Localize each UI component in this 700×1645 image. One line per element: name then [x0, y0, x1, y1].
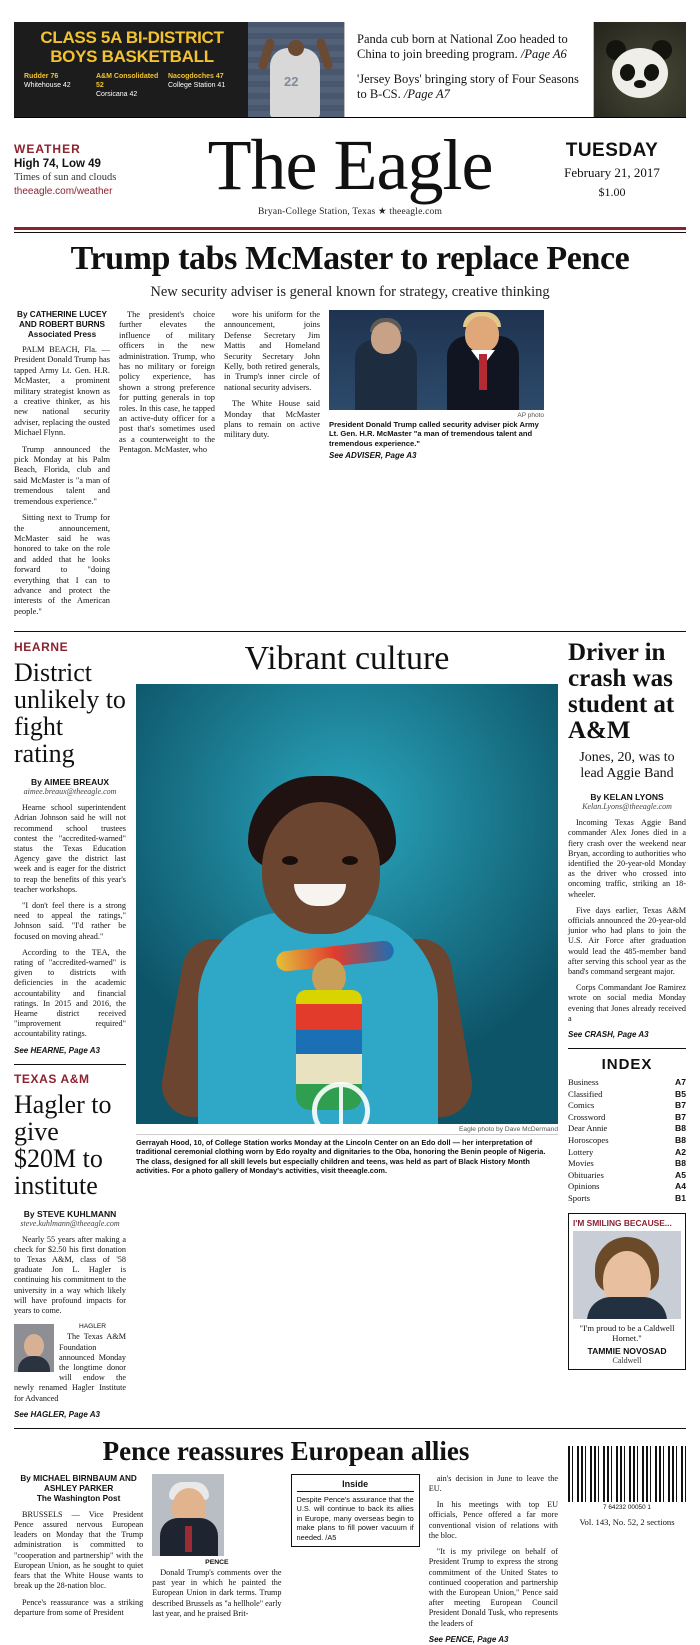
lead-jumpline[interactable]: See ADVISER, Page A3 [329, 451, 417, 461]
sports-promo-headline-1: CLASS 5A BI-DISTRICT [40, 28, 224, 47]
masthead-rule [14, 227, 686, 230]
panda-photo [594, 22, 686, 117]
hearne-headline[interactable]: District unlikely to fight rating [14, 658, 126, 769]
pence-column-3 [291, 1474, 420, 1645]
hagler-email[interactable]: steve.kuhlmann@theeagle.com [20, 1218, 120, 1228]
basketball-player-photo: 22 [248, 22, 344, 117]
pence-portrait-caption: PENCE [205, 1558, 229, 1566]
pence-jumpline[interactable]: See PENCE, Page A3 [428, 1634, 509, 1644]
crash-body: Incoming Texas Aggie Band commander Alex Jones died in a fiery crash over the weekend near Bryan, according to authorities who identified the 20-year-old Monday as the driver who crossed into oncoming traffic, striking an 18-wheeler. Five days earlier, Texas A&M officials announced the 20-year-old junior who had plans to join the U.S. Air Force after graduation would lead the 485-member band after serving this school year as the band's command sergeant major. Corps Commandant Joe Ramirez wrote on social media Monday evening that Jones already received a [568, 818, 686, 1023]
index-row[interactable]: Obituaries A5 [568, 1169, 686, 1180]
weather-description: Times of sun and clouds [14, 172, 117, 183]
masthead-location: Bryan-College Station, Texas ★ theeagle.com [257, 207, 443, 217]
pence-column-4: ain's decision in June to leave the EU. In his meetings with top EU officials, Pence offered a far more conventional vision of relations with the bloc. "It is my privilege on behalf of President Trump to express the strong commitment of the United States to continued cooperation and partnership with the European Union," Pence said after meeting European Council President Donald Tusk, who represents the leaders of See PENCE, Page A3 [428, 1473, 558, 1644]
score-item: A&M Consolidated 52 Corsicana 42 [96, 73, 159, 98]
hearne-jumpline[interactable]: See HEARNE, Page A3 [14, 1045, 100, 1055]
barcode-icon [568, 1446, 686, 1502]
smiling-name: TAMMIE NOVOSAD [587, 1345, 667, 1356]
promo-teaser-jersey-boys[interactable]: 'Jersey Boys' bringing story of Four Seasons to B-CS. /Page A7 [357, 72, 579, 101]
weather-label: WEATHER [14, 142, 81, 156]
lead-deck: New security adviser is general known for strategy, creative thinking [150, 284, 550, 300]
index-row[interactable]: Sports B1 [568, 1192, 686, 1203]
center-column [136, 640, 558, 1419]
top-promo-strip [14, 22, 686, 118]
weather-block[interactable] [14, 130, 162, 197]
masthead [14, 118, 686, 223]
crash-jumpline[interactable]: See CRASH, Page A3 [568, 1030, 649, 1040]
sports-promo[interactable] [14, 22, 344, 117]
right-column [568, 640, 686, 1419]
lead-byline: By CATHERINE LUCEY AND ROBERT BURNS [17, 310, 107, 329]
lead-column-1: By CATHERINE LUCEY AND ROBERT BURNS Associated Press PALM BEACH, Fla. — President Donald Trump has tapped Army Lt. Gen. H.R. McMaster, a prominent military strategist known as a creative thinker, as his new national security adviser, replacing the ousted Michael Flynn. Trump announced the pick Monday at his Palm Beach, Florida, club and said McMaster is "a man of tremendous talent and tremendous experience." Sitting next to Trump for the announcement, McMaster said he was honored to take on the role and added that he looks forward to "doing everything that I can to advance and protect the interests of the American people." [14, 310, 110, 616]
volume-info: Vol. 143, No. 52, 2 sections [579, 1516, 675, 1527]
score-item: Rudder 76 Whitehouse 42 [24, 73, 71, 89]
index-row[interactable]: Comics B7 [568, 1100, 686, 1111]
sports-promo-headline-2: BOYS BASKETBALL [50, 47, 214, 66]
hearne-email[interactable]: aimee.breaux@theeagle.com [23, 787, 117, 797]
hagler-jumpline[interactable]: See HAGLER, Page A3 [14, 1409, 100, 1419]
hagler-portrait [14, 1324, 54, 1372]
inside-text: Despite Pence's assurance that the U.S. will continue to back its allies in Europe, many overseas begin to make plans to fill power vacuum if needed. /A5 [296, 1495, 414, 1542]
lead-photo-block [329, 310, 544, 623]
index-row[interactable]: Business A7 [568, 1077, 686, 1088]
masthead-day: TUESDAY [565, 140, 659, 161]
lead-column-3: wore his uniform for the announcement, joins Defense Secretary Jim Mattis and Homeland Security Secretary John Kelly, both retired generals, in Trump's inner circle of national security advisers. The White House said Monday that McMaster plans to remain on active military duty. [224, 310, 320, 440]
culture-headline[interactable]: Vibrant culture [244, 640, 450, 678]
footer-barcode-block [568, 1446, 686, 1645]
lead-headline[interactable]: Trump tabs McMaster to replace Pence [70, 240, 630, 277]
smiling-because-box [568, 1213, 686, 1370]
hearne-byline: By AIMEE BREAUX [30, 777, 110, 788]
index-list [568, 1077, 686, 1205]
page-title: The Eagle [207, 125, 493, 205]
promo-teaser-panda[interactable]: Panda cub born at National Zoo headed to China to join breeding program. /Page A6 [357, 32, 568, 61]
mid-section [14, 631, 686, 1419]
masthead-price: $1.00 [598, 185, 626, 199]
hagler-body: Nearly 55 years after making a check for $2.50 his first donation to Texas A&M, class of '58 graduate Jon L. Hagler is continuing his commitment to the university in a way which likely will have profound impacts for years to come. HAGLER The Texas A&M Foundation announced Monday the longtime donor will endow the newly renamed Hagler Institute for Advanced [14, 1234, 126, 1403]
crash-byline: By KELAN LYONS [590, 792, 664, 803]
index-row[interactable]: Lottery A2 [568, 1146, 686, 1157]
lead-byline-org: Associated Press [27, 330, 97, 339]
bottom-section [14, 1428, 686, 1645]
hearne-body: Hearne school superintendent Adrian Johnson said he will not recommend school trustees contest the "accredited-warned" status the Texas Education Agency gave the district last week and is eager for the district to reap the benefits of this year's teacher workshops. "I don't feel there is a strong need to appeal the ratings," Johnson said. "I'd rather be focused on moving ahead." According to the TEA, the rating of "accredited-warned" is given to districts with deficiencies in the academic accountability and financial ratings. In 2015 and 2016, the Hearne district received "improvement required" accountability ratings. [14, 803, 126, 1039]
index-row[interactable]: Movies B8 [568, 1158, 686, 1169]
crash-headline[interactable]: Driver in crash was student at A&M [568, 639, 675, 745]
index-row[interactable]: Dear Annie B8 [568, 1123, 686, 1134]
crash-email[interactable]: Kelan.Lyons@theeagle.com [582, 802, 672, 812]
index-row[interactable]: Horoscopes B8 [568, 1134, 686, 1145]
smiling-portrait [573, 1231, 681, 1319]
index-row[interactable]: Opinions A4 [568, 1181, 686, 1192]
culture-photo-caption: Gerrayah Hood, 10, of College Station works Monday at the Lincoln Center on an Edo doll — her interpretation of traditional ceremonial clothing worn by Edo royalty and dignitaries to the Oba, honoring the Benin people of Nigeria. The class, designed for all skill levels but especially children and teens, was held as part of Black History Month activities. For a photo gallery of Monday's activities, visit theeagle.com. [136, 1134, 558, 1175]
weather-url[interactable]: theeagle.com/weather [14, 186, 113, 197]
hagler-byline: By STEVE KUHLMANN [23, 1208, 117, 1219]
masthead-date-block [538, 130, 686, 200]
weather-temperature: High 74, Low 49 [14, 158, 101, 170]
pence-byline-org: The Washington Post [36, 1493, 121, 1503]
trump-mcmaster-photo [329, 310, 544, 410]
index-title: INDEX [601, 1056, 653, 1074]
hagler-headline[interactable]: Hagler to give $20M to institute [14, 1089, 112, 1200]
newspaper-front-page [0, 22, 700, 1644]
index-row[interactable]: Classified B5 [568, 1088, 686, 1099]
index-row[interactable]: Crossword B7 [568, 1111, 686, 1122]
pence-portrait [152, 1474, 224, 1556]
masthead-center [162, 125, 538, 217]
barcode-number: 7 64232 00050 1 [603, 1503, 651, 1511]
sports-scores [24, 72, 240, 99]
pence-byline: By MICHAEL BIRNBAUM AND ASHLEY PARKER [20, 1473, 137, 1493]
pence-column-2: PENCE Donald Trump's comments over the past year in which he painted the European Union in dark terms. Trump described Brussels as "a hellhole" early last year, and he praised Brit- [152, 1474, 281, 1645]
lead-column-2: The president's choice further elevates the influence of military officers in the new administration. Trump, who has no military or foreign policy experience, has shown a strong preference for putting generals in top roles. In this case, he tapped an active-duty officer for a post that's sometimes used as a counterweight to the Pentagon. McMaster, who [119, 310, 215, 455]
crash-subhead: Jones, 20, was to lead Aggie Band [579, 750, 675, 782]
pence-column-1: By MICHAEL BIRNBAUM AND ASHLEY PARKER The Washington Post BRUSSELS — Vice President Pence assured nervous European leaders on Monday that the Trump administration is committed to "cooperation and partnership" with the European Union, as he sought to quiet fears that the White House wants to break up the 28-nation bloc. Pence's reassurance was a striking departure from some of President [14, 1473, 144, 1617]
smiling-title: I'M SMILING BECAUSE... [573, 1217, 672, 1228]
left-column [14, 640, 126, 1419]
lead-photo-caption: President Donald Trump called security adviser pick Army Lt. Gen. H.R. McMaster "a man of tremendous talent and tremendous experience." [329, 420, 539, 448]
lead-photo-credit: AP photo [517, 412, 544, 419]
pence-headline[interactable]: Pence reassures European allies [102, 1435, 470, 1466]
inside-title: Inside [297, 1479, 414, 1492]
hagler-portrait-caption: HAGLER [78, 1323, 107, 1331]
smiling-city: Caldwell [612, 1355, 642, 1365]
masthead-date: February 21, 2017 [564, 165, 660, 180]
score-item: Nacogdoches 47 College Station 41 [168, 73, 226, 89]
lead-story [14, 233, 686, 623]
culture-photo-credit: Eagle photo by Dave McDermand [459, 1126, 558, 1134]
hagler-kicker: TEXAS A&M [14, 1071, 90, 1086]
promo-teasers [344, 22, 594, 117]
smiling-quote: "I'm proud to be a Caldwell Hornet." [579, 1322, 675, 1343]
pence-story [14, 1436, 558, 1645]
hearne-kicker: HEARNE [14, 640, 69, 655]
inside-box[interactable] [291, 1474, 420, 1547]
culture-photo [136, 684, 558, 1124]
